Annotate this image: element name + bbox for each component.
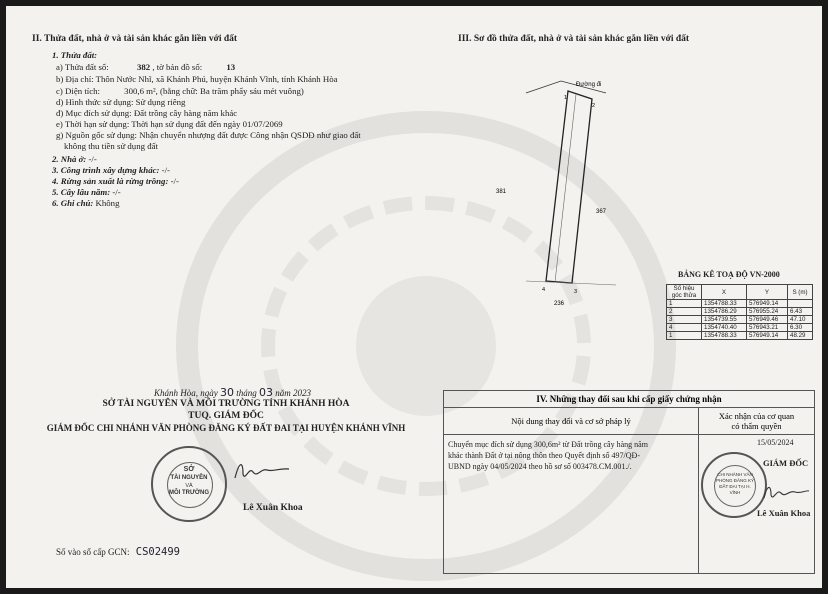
col2-header-line-2: có thẩm quyền xyxy=(731,421,782,431)
cell: 1354740.40 xyxy=(702,324,747,332)
col2-header xyxy=(699,408,814,435)
cell xyxy=(788,300,813,308)
forest-label: 4. Rừng sản xuất là rừng trồng: xyxy=(52,176,169,186)
construction-line xyxy=(52,165,170,175)
cell: 1354788.33 xyxy=(702,300,747,308)
registry-label: Số vào sổ cấp GCN: xyxy=(56,547,130,557)
cell: 576943.21 xyxy=(747,324,788,332)
branch-seal-text: CHI NHÁNH VĂN PHÒNG ĐĂNG KÝ ĐẤT ĐAI TẠI H. VĨNH xyxy=(716,472,755,495)
cell: 3 xyxy=(667,316,702,324)
vertex-3: 3 xyxy=(574,289,578,295)
year: năm 2023 xyxy=(275,388,312,398)
coord-header-x: X xyxy=(702,285,747,300)
tuq-title: TUQ. GIÁM ĐỐC xyxy=(188,411,264,421)
construction-value: -/- xyxy=(161,165,170,175)
changes-box xyxy=(443,390,815,574)
area-label: c) Diện tích: xyxy=(56,86,100,96)
confirm-signer: Lê Xuân Khoa xyxy=(757,508,811,518)
coord-table-title: BẢNG KÊ TOẠ ĐỘ VN-2000 xyxy=(678,270,780,279)
table-row xyxy=(667,324,813,332)
cell: 576949.14 xyxy=(747,300,788,308)
trees-line xyxy=(52,187,121,197)
forest-value: -/- xyxy=(170,176,179,186)
coord-table-header xyxy=(667,285,813,300)
cell: 47.10 xyxy=(788,316,813,324)
address: b) Địa chỉ: Thôn Nước Nhĩ, xã Khánh Phú, huyện Khánh Vĩnh, tỉnh Khánh Hòa xyxy=(56,74,338,84)
cell: 576955.24 xyxy=(747,308,788,316)
col1-header: Nội dung thay đổi và cơ sở pháp lý xyxy=(444,408,698,435)
road-label: Đường đi xyxy=(576,82,602,88)
signature-1 xyxy=(231,456,301,486)
changes-content-column xyxy=(444,408,699,573)
seal-text-2: TÀI NGUYÊN xyxy=(170,475,208,481)
house-label: 2. Nhà ở: xyxy=(52,154,87,164)
trees-value: -/- xyxy=(112,187,121,197)
section4-title: IV. Những thay đổi sau khi cấp giấy chứng nhận xyxy=(444,391,814,408)
cell: 576949.14 xyxy=(747,332,788,340)
confirm-date: 15/05/2024 xyxy=(757,438,794,447)
cell: 4 xyxy=(667,324,702,332)
origin-line-1: g) Nguồn gốc sử dụng: Nhận chuyển nhượng đất được Công nhận QSDĐ như giao đất xyxy=(56,130,361,140)
cell: 1 xyxy=(667,300,702,308)
section2-title: II. Thửa đất, nhà ở và tài sản khác gắn liền với đất xyxy=(32,34,238,44)
change-line-1: Chuyển mục đích sử dụng 300,6m² từ Đất trồng cây hàng năm xyxy=(448,440,648,449)
confirmation-column xyxy=(699,408,814,573)
cell: 1354786.29 xyxy=(702,308,747,316)
parcel-label: a) Thửa đất số: xyxy=(56,62,109,72)
table-row xyxy=(667,308,813,316)
change-line-3: UBND ngày 04/05/2024 theo hồ sơ số 003478.CM.001./. xyxy=(448,462,632,471)
registry-line xyxy=(56,546,180,558)
area-value: 300,6 m², (bằng chữ: Ba trăm phẩy sáu mét vuông) xyxy=(124,86,304,96)
section3-title: III. Sơ đồ thửa đất, nhà ở và tài sản khác gắn liền với đất xyxy=(458,34,690,44)
authority-name: SỞ TÀI NGUYÊN VÀ MÔI TRƯỜNG TỈNH KHÁNH HÒA xyxy=(102,399,350,409)
seal-text-4: MÔI TRƯỜNG xyxy=(168,490,210,496)
table-row xyxy=(667,332,813,340)
cell: 1354788.33 xyxy=(702,332,747,340)
notes-value: Không xyxy=(95,198,120,208)
cell: 48.29 xyxy=(788,332,813,340)
trees-label: 5. Cây lâu năm: xyxy=(52,187,111,197)
change-line-2: khác thành Đất ở tại nông thôn theo Quyết định số 497/QĐ- xyxy=(448,451,640,460)
cell: 1354739.55 xyxy=(702,316,747,324)
place-date xyxy=(154,386,311,399)
area-line xyxy=(56,86,304,96)
sign-day: 30 xyxy=(220,386,234,399)
use-term: e) Thời hạn sử dụng: Thời hạn sử dụng đất đến ngày 01/07/2069 xyxy=(56,119,283,129)
parcel-number: 382 xyxy=(136,62,151,72)
coord-header-vertex: Số hiệu góc thửa xyxy=(667,285,702,300)
parcel-outline xyxy=(546,91,592,283)
table-row xyxy=(667,300,813,308)
house-value: -/- xyxy=(88,154,97,164)
construction-label: 3. Công trình xây dựng khác: xyxy=(52,165,160,175)
notes-line xyxy=(52,198,119,208)
neighbor-left-label: 381 xyxy=(496,189,507,195)
seal-text-3: VÀ xyxy=(185,483,193,489)
registry-number: CS02499 xyxy=(135,546,181,558)
coord-header-s: S (m) xyxy=(788,285,813,300)
vertex-4: 4 xyxy=(542,287,546,293)
coordinate-table xyxy=(666,284,813,340)
signature-2 xyxy=(761,480,811,504)
official-seal xyxy=(151,446,227,522)
cell: 6.30 xyxy=(788,324,813,332)
sign-month: 03 xyxy=(259,386,274,399)
cell: 6.43 xyxy=(788,308,813,316)
cell: 2 xyxy=(667,308,702,316)
director-title: GIÁM ĐỐC CHI NHÁNH VĂN PHÒNG ĐĂNG KÝ ĐẤT ĐAI TẠI HUYỆN KHÁNH VĨNH xyxy=(46,423,406,433)
use-form: d) Hình thức sử dụng: Sử dụng riêng xyxy=(56,97,186,107)
seal-text-1: SỞ xyxy=(183,466,195,473)
cell: 576949.46 xyxy=(747,316,788,324)
land-heading: 1. Thửa đất: xyxy=(52,50,98,60)
certificate-page xyxy=(6,6,822,588)
vertex-2: 2 xyxy=(592,103,596,109)
map-label: , tờ bản đồ số: xyxy=(152,62,203,72)
coord-header-y: Y xyxy=(747,285,788,300)
confirm-title: GIÁM ĐỐC xyxy=(763,458,809,468)
parcel-line xyxy=(56,62,235,72)
map-number: 13 xyxy=(226,62,236,72)
table-row xyxy=(667,316,813,324)
forest-line xyxy=(52,176,179,186)
house-line xyxy=(52,154,97,164)
month-prefix: tháng xyxy=(236,388,257,398)
parcel-diagram xyxy=(496,71,646,311)
vertex-1: 1 xyxy=(564,95,568,101)
origin-line-2: không thu tiền sử dụng đất xyxy=(64,141,158,151)
place-date-prefix: Khánh Hòa, ngày xyxy=(154,388,218,398)
neighbor-right-label: 367 xyxy=(596,209,607,215)
use-purpose: đ) Mục đích sử dụng: Đất trồng cây hàng năm khác xyxy=(56,108,238,118)
col2-header-line-1: Xác nhận của cơ quan xyxy=(718,411,795,421)
cell: 1 xyxy=(667,332,702,340)
signer-name: Lê Xuân Khoa xyxy=(243,503,303,513)
notes-label: 6. Ghi chú: xyxy=(52,198,94,208)
neighbor-bottom-label: 236 xyxy=(554,301,565,307)
